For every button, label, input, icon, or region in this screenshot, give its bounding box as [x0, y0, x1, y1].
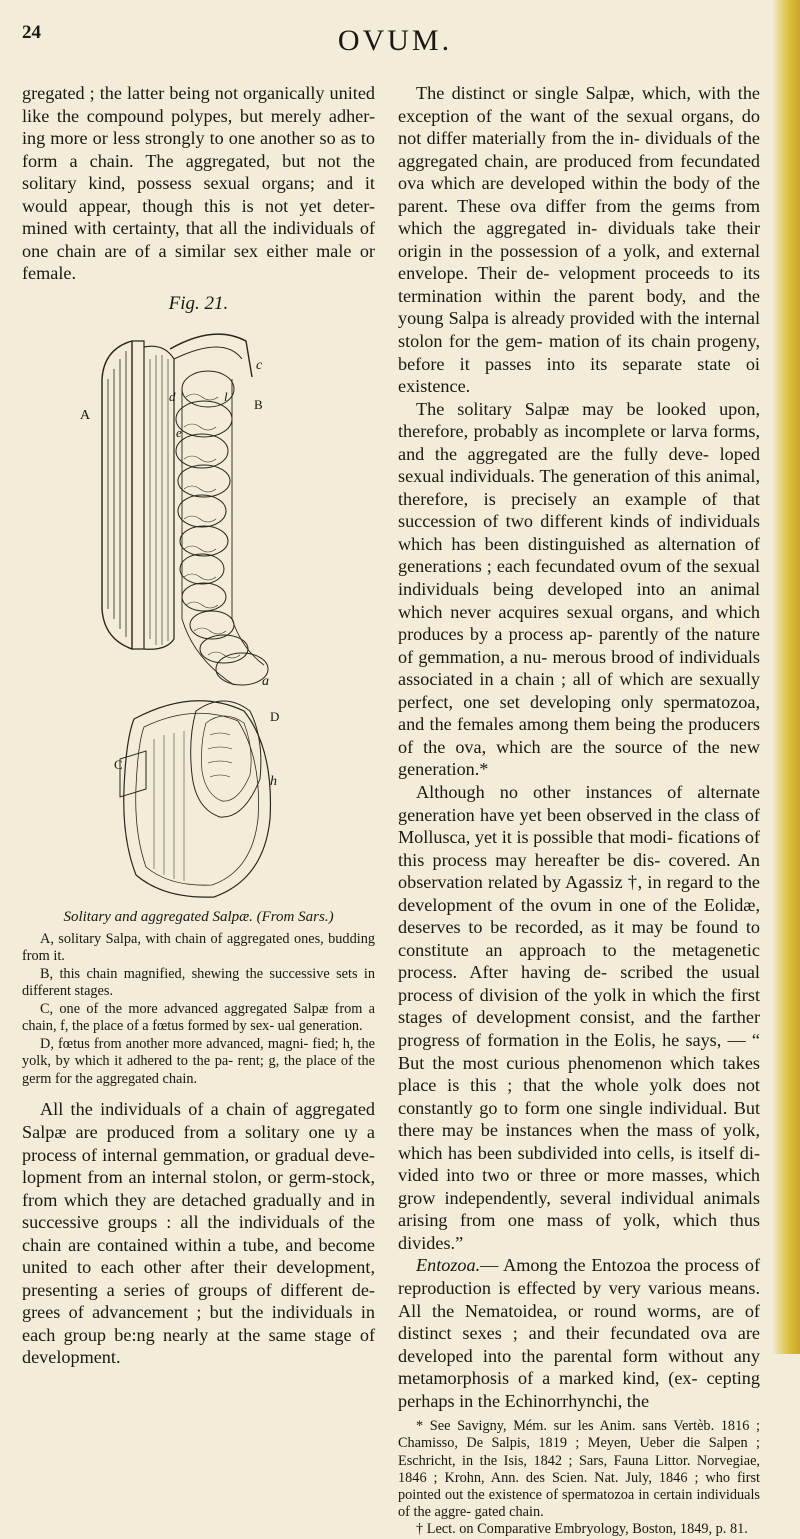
right-paragraph-1: The distinct or single Salpæ, which, with the exception of the want of the sexual organs, do not differ materially from the in- dividuals of the aggregated chain, are produced from fecundated ova which are developed within the body of the parent. These ova differ from the geɪms from which the aggregated in- dividuals take their origin in the possession of a yolk, and external envelope. Their de- velopment proceeds to its termination within the parent body, and the young Salpa is already provided with the internal stolon for the gem- mation of its chain progeny, before it passes into its separate state oi existence.	[398, 83, 760, 397]
figure-label: Fig. 21.	[168, 292, 229, 314]
fig-letter-l-lower: l	[223, 389, 228, 405]
left-paragraph-1: gregated ; the latter being not organically united like the compound polypes, but merely adher- ing more or less strongly to one another so as to form a chain. The aggregated, but not the solitary kind, possess sexual organs; and it would appear, though this is not yet deter- mined with certainty, that all the individuals of one chain are of a similar sex either male or female.	[22, 83, 375, 284]
caption-b: B, this chain magnified, shewing the successive sets in different stages.	[22, 965, 375, 1000]
caption-d: D, fœtus from another more advanced, magni- fied; h, the yolk, by which it adhered to the pa- rent; g, the place of the germ for the aggregated chain.	[22, 1035, 375, 1087]
fig-letter-d-lower: d	[168, 389, 175, 405]
figure-caption	[22, 909, 375, 1088]
fig-letter-h-lower: h	[269, 774, 277, 790]
fig-letter-c-lower: c	[255, 358, 262, 374]
entozoa-heading: Entozoa.	[416, 1255, 481, 1276]
right-paragraph-3: Although no other instances of alternate generation have yet been observed in the class of Mollusca, yet it is possible that modi- fications of this process may hereafter be dis- covered. An observation related by Agassiz †, in regard to the development of the ovum in one of the Eolidæ, deserves to be recorded, as it may be found to constitute an approach to the metagenetic process. After having de- scribed the usual process of division of the yolk in which the first stages of development consist, and the farther progress of formation in the Eolis, he says, — “ But the most curious phenomenon which takes place is this ; that the whole yolk does not constantly go to form one single individual. But there may be instances when the mass of yolk, which has been subdivided into cells, is itself di- vided into two or three or more masses, which grow independently, several individual animals arising from one mass of yolk, which thus divides.”	[398, 781, 760, 1253]
figure-b-aggregated-chain	[170, 335, 268, 686]
fig-letter-b-upper: B	[253, 397, 263, 413]
fig-letter-a-lower: a	[261, 674, 269, 690]
right-paragraph-4	[398, 1254, 760, 1412]
caption-title: Solitary and aggregated Salpæ. (From Sars.)	[63, 909, 334, 926]
figure-d-foetus	[190, 701, 260, 817]
left-paragraph-2: All the individuals of a chain of aggregated Salpæ are produced from a solitary one ɩy a process of internal gemmation, or gradual deve- lopment from an internal stolon, or germ-stock, from which they are detached gradually and in successive groups : all the individuals of the chain are contained within a tube, and become united to each other after their development, presenting a series of groups of different de- grees of advancement ; but the individuals in each group be:ng nearly at the same stage of development.	[22, 1099, 375, 1368]
right-column	[398, 82, 760, 1539]
salpa-figure	[74, 319, 324, 901]
right-paragraph-2: The solitary Salpæ may be looked upon, therefore, probably as incomplete or larva forms, and the aggregated are the fully deve- loped sexual individuals. The generation of this animal, therefore, is precisely an example of that succession of two different kinds of individuals which has been distinguished as alternation of generations ; each fecundated ovum of the sexual individuals being developed into an animal which never acquires sexual organs, and which produces by a process ap- parently of the nature of gemmation, a nu- merous brood of individuals associated in a chain ; all of which are sexually perfect, one set developing only spermatozoa, and the females among them being the producers of the ova, which are the source of the new generation.*	[398, 398, 760, 780]
entozoa-text: — Among the Entozoa the process of reproduction is effected by very various means. All the Nematoidea, or round worms, are of distinct sexes ; and their fecundated ova are developed into the parental form without any metamorphosis of a marked kind, (ex- cepting perhaps in the Echinorrhynchi, the	[398, 1255, 760, 1411]
figure-c-aggregated-salpa	[120, 701, 270, 897]
running-title: OVUM.	[337, 24, 453, 57]
fig-letter-a-upper: A	[79, 408, 90, 424]
fig-letter-c-upper: C	[113, 757, 123, 773]
caption-a: A, solitary Salpa, with chain of aggregated ones, budding from it.	[22, 930, 375, 965]
footnotes	[398, 1418, 760, 1538]
footnote-1: * See Savigny, Mém. sur les Anim. sans Vertèb. 1816 ; Chamisso, De Salpis, 1819 ; Meyen, Ueber die Salpen ; Eschricht, in the Isis, 1842 ; Sars, Fauna Littor. Norvegiae, 1846 ; Krohn, Ann. des Scien. Nat. July, 1846 ; who first pointed out the existence of spermatozoa in certain individuals of the aggre- gated chain.	[398, 1418, 760, 1521]
figure-a-solitary-salpa	[102, 341, 174, 649]
page-number: 24	[22, 22, 41, 43]
page-edge-discoloration	[772, 0, 800, 1354]
fig-letter-e-lower: e	[175, 425, 182, 441]
footnote-2: † Lect. on Comparative Embryology, Boston, 1849, p. 81.	[416, 1521, 748, 1538]
caption-c: C, one of the more advanced aggregated Salpæ from a chain, f, the place of a fœtus formed by sex- ual generation.	[22, 1000, 375, 1035]
fig-letter-d-upper: D	[269, 709, 279, 725]
left-column	[22, 82, 375, 1369]
